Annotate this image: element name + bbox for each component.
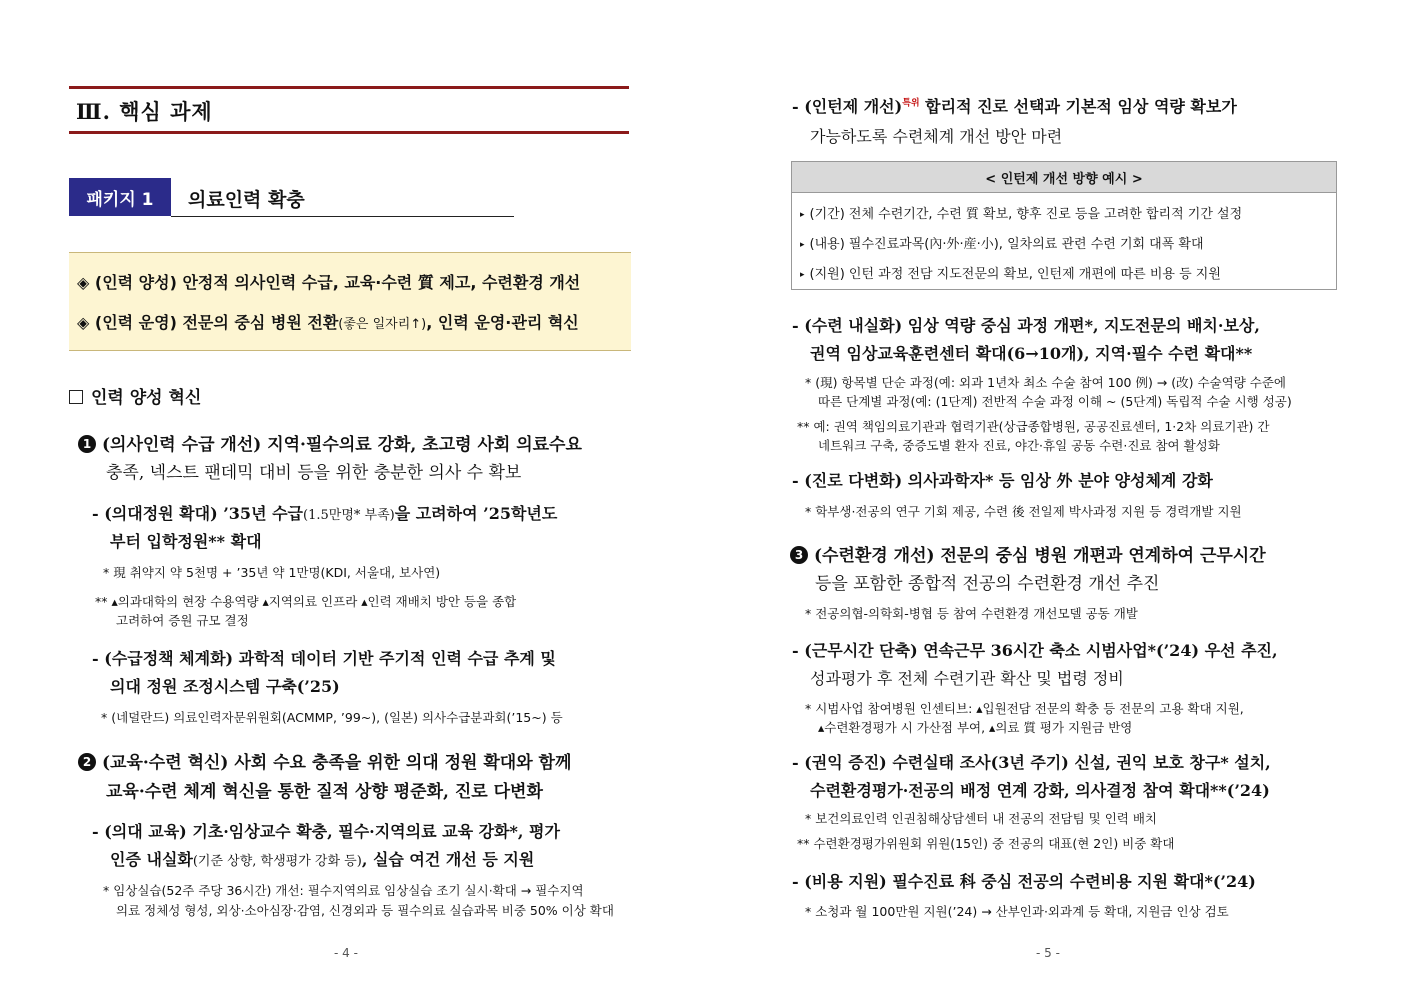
note-4-line-2: 의료 정체성 형성, 외상·소아심장·감염, 신경외과 등 필수의료 실습과목 비중 50% 이상 확대 [116,903,614,918]
detail-1-c: 을 고려하여 ’25학년도 [394,504,558,523]
right-note-4: * 전공의협-의학회-병협 등 참여 수련환경 개선모델 공동 개발 [805,606,1138,621]
right-note-8: * 소청과 월 100만원 지원(’24) → 산부인과·외과계 등 확대, 지원금 인상 검토 [805,904,1229,919]
detail-3-line-2 [110,847,534,870]
triangle-bullet-icon: ▸ [800,210,805,220]
r1-a: - (인턴제 개선) [792,97,903,116]
item-3-line-2: 등을 포함한 종합적 전공의 수련환경 개선 추진 [815,574,1160,594]
right-detail-4-line-2: 성과평가 후 전체 수련기관 확산 및 법령 정비 [810,669,1124,688]
detail-3-b: (기준 상향, 학생평가 강화 등) [192,854,362,869]
subsection-text: 인력 양성 혁신 [91,388,202,408]
right-note-7: ** 수련환경평가위원회 위원(15인) 중 전공의 대표(현 2인) 비중 확대 [797,836,1175,851]
title-rule-top [69,86,629,89]
r1-b: 합리적 진로 선택과 기본적 임상 역량 확보가 [919,97,1237,116]
right-detail-5-line-1: - (권익 증진) 수련실태 조사(3년 주기) 신설, 권익 보호 창구* 설치, [792,753,1271,772]
detail-3-a: 인증 내실화 [110,850,193,869]
detail-1-line-2: 부터 입학정원** 확대 [110,532,262,551]
right-detail-4-line-1: - (근무시간 단축) 연속근무 36시간 축소 시범사업*(’24) 우선 추진, [792,641,1278,660]
page-number-5: - 5 - [1036,946,1060,960]
right-detail-3: - (진로 다변화) 의사과학자* 등 임상 外 분야 양성체계 강화 [792,471,1213,490]
summary-line-2a: ◈ (인력 운영) 전문의 중심 병원 전환 [77,313,339,332]
detail-1-b: (1.5만명* 부족) [303,508,395,523]
detail-2-line-1: - (수급정책 체계화) 과학적 데이터 기반 주기적 인력 수급 추계 및 [92,649,556,668]
right-note-6: * 보건의료인력 인권침해상담센터 내 전공의 전담팀 및 인력 배치 [805,811,1157,826]
detail-1-a: - (의대정원 확대) ’35년 수급 [92,504,304,523]
note-3: * (네덜란드) 의료인력자문위원회(ACMMP, ’99~), (일본) 의사수급분과회(’15~) 등 [101,710,563,725]
number-1-icon: 1 [78,435,96,453]
note-1: * 現 취약지 약 5천명 + ’35년 약 1만명(KDI, 서울대, 보사연) [103,565,441,580]
triangle-bullet-icon: ▸ [800,270,805,280]
detail-2-line-2: 의대 정원 조정시스템 구축(’25) [110,677,340,696]
package-title: 의료인력 확충 [188,189,305,211]
item-2-line-1 [78,748,571,773]
right-detail-5-line-2: 수련환경평가·전공의 배정 연계 강화, 의사결정 참여 확대**(’24) [810,781,1270,800]
item-1-line-2: 충족, 넥스트 팬데믹 대비 등을 위한 충분한 의사 수 확보 [106,463,522,483]
page-5 [702,0,1403,992]
right-note-3: * 학부생·전공의 연구 기회 제공, 수련 後 전일제 박사과정 지원 등 경력개발 지원 [805,504,1242,519]
right-note-2-line-2: 네트워크 구축, 중증도별 환자 진료, 야간·휴일 공동 수련·진료 참여 활성화 [818,438,1220,453]
box-row-1-text: (기간) 전체 수련기간, 수련 質 확보, 향후 진로 등을 고려한 합리적 기간 설정 [809,207,1243,222]
checkbox-icon [69,390,83,404]
package-underline [171,216,514,217]
note-2-line-1: ** ▴의과대학의 현장 수용역량 ▴지역의료 인프라 ▴인력 재배치 방안 등을 종합 [95,594,517,609]
note-2-line-2: 고려하여 증원 규모 결정 [116,613,249,628]
note-4-line-1: * 임상실습(52주 주당 36시간) 개선: 필수지역의료 임상실습 조기 실시·확대 → 필수지역 [103,883,584,898]
subsection-heading [69,383,201,408]
title-rule-bottom [69,131,629,134]
right-note-2-line-1: ** 예: 권역 책임의료기관과 협력기관(상급종합병원, 공공진료센터, 1·2차 의료기관) 간 [797,419,1270,434]
item-2-text-1: (교육·수련 혁신) 사회 수요 충족을 위한 의대 정원 확대와 함께 [102,753,572,773]
right-note-5-line-1: * 시범사업 참여병원 인센티브: ▴입원전담 전문의 확충 등 전문의 고용 확대 지원, [805,701,1244,716]
section-title: Ⅲ. 핵심 과제 [76,99,213,124]
right-detail-2-line-2: 권역 임상교육훈련센터 확대(6→10개), 지역·필수 수련 확대** [810,344,1253,363]
item-3-line-1 [790,541,1266,566]
detail-3-c: , 실습 여건 개선 등 지원 [361,850,535,869]
right-detail-2-line-1: - (수련 내실화) 임상 역량 중심 과정 개편*, 지도전문의 배치·보상, [792,316,1260,335]
box-header: < 인턴제 개선 방향 예시 > [792,162,1336,193]
intern-example-box [791,161,1337,290]
item-3-text-1: (수련환경 개선) 전문의 중심 병원 개편과 연계하여 근무시간 [814,546,1266,566]
r1-sup: 특위 [902,98,920,109]
right-note-1-line-1: * (現) 항목별 단순 과정(예: 외과 1년차 최소 수술 참여 100 例) → (改) 수술역량 수준에 [805,375,1286,390]
detail-1-line-1 [92,501,557,524]
detail-3-line-1: - (의대 교육) 기초·임상교수 확충, 필수·지역의료 교육 강화*, 평가 [92,822,560,841]
box-row-2-text: (내용) 필수진료과목(內·外·産·小), 일차의료 관련 수련 기회 대폭 확대 [809,237,1204,252]
summary-line-2b: (좋은 일자리↑) [338,317,427,332]
summary-box [69,252,631,351]
box-row-1 [800,203,1242,222]
right-note-5-line-2: ▴수련환경평가 시 가산점 부여, ▴의료 質 평가 지원금 반영 [818,720,1133,735]
item-1-line-1 [78,430,582,455]
item-1-text-1: (의사인력 수급 개선) 지역·필수의료 강화, 초고령 사회 의료수요 [102,435,582,455]
triangle-bullet-icon: ▸ [800,240,805,250]
number-3-icon: 3 [790,546,808,564]
number-2-icon: 2 [78,753,96,771]
item-2-line-2: 교육·수련 체계 혁신을 통한 질적 상향 평준화, 진로 다변화 [106,782,543,802]
box-row-3-text: (지원) 인턴 과정 전담 지도전문의 확보, 인턴제 개편에 따른 비용 등 지원 [809,267,1221,282]
right-detail-1-line-2: 가능하도록 수련체계 개선 방안 마련 [810,127,1063,146]
right-note-1-line-2: 따른 단계별 과정(예: (1단계) 전반적 수술 과정 이해 ~ (5단계) 독립적 수술 시행 성공) [818,394,1292,409]
page-number-4: - 4 - [334,946,358,960]
box-row-3 [800,263,1221,282]
package-label: 패키지 1 [69,178,171,216]
right-detail-6: - (비용 지원) 필수진료 科 중심 전공의 수련비용 지원 확대*(’24) [792,872,1256,891]
right-detail-1-line-1 [792,94,1237,117]
summary-line-2c: , 인력 운영·관리 혁신 [426,313,579,332]
summary-line-1: ◈ (인력 양성) 안정적 의사인력 수급, 교육·수련 質 제고, 수련환경 개선 [77,273,581,292]
box-row-2 [800,233,1204,252]
summary-line-2 [77,310,579,333]
